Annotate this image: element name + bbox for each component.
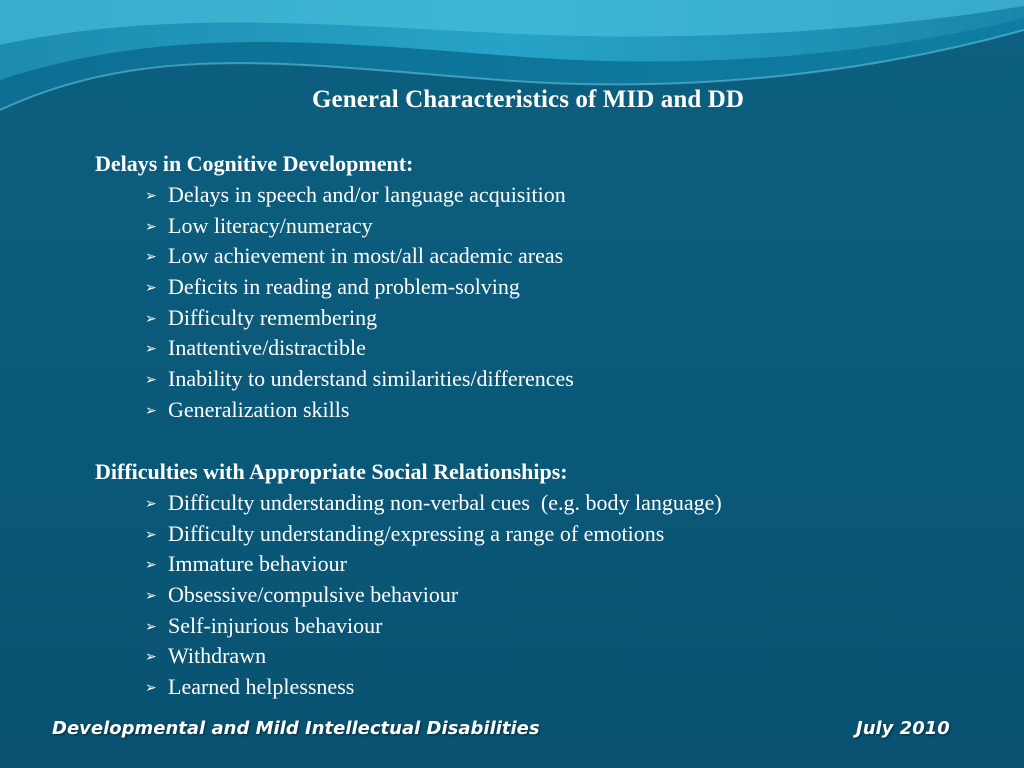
list-item: ➢ Self-injurious behaviour (145, 611, 722, 642)
list-item: ➢ Difficulty understanding non-verbal cues (e.g. body language) (145, 488, 722, 519)
list-item: ➢ Deficits in reading and problem-solving (145, 272, 574, 303)
arrowhead-bullet-icon: ➢ (145, 188, 157, 204)
list-item: ➢ Learned helplessness (145, 672, 722, 703)
list-item: ➢ Delays in speech and/or language acquisition (145, 180, 574, 211)
list-item: ➢ Withdrawn (145, 641, 722, 672)
bullet-list (95, 488, 722, 703)
arrowhead-bullet-icon: ➢ (145, 588, 157, 605)
arrowhead-bullet-icon: ➢ (145, 310, 157, 327)
arrowhead-bullet-icon: ➢ (145, 557, 157, 574)
section-heading: Delays in Cognitive Development: (95, 151, 414, 176)
list-item: ➢ Generalization skills (145, 395, 574, 426)
footer-course-title: Developmental and Mild Intellectual Disabilities (52, 718, 540, 739)
section-heading: Difficulties with Appropriate Social Relationships: (95, 459, 568, 484)
arrowhead-bullet-icon: ➢ (145, 618, 157, 635)
list-item: ➢ Difficulty understanding/expressing a range of emotions (145, 519, 722, 550)
section-social (95, 456, 722, 703)
list-item: ➢ Low literacy/numeracy (145, 211, 574, 242)
arrowhead-bullet-icon: ➢ (145, 496, 157, 512)
arrowhead-bullet-icon: ➢ (145, 341, 157, 358)
slide-title (32, 86, 1024, 114)
arrowhead-bullet-icon: ➢ (145, 649, 157, 666)
arrowhead-bullet-icon: ➢ (145, 526, 157, 543)
arrowhead-bullet-icon: ➢ (145, 280, 157, 297)
arrowhead-bullet-icon: ➢ (145, 249, 157, 266)
list-item: ➢ Inability to understand similarities/differences (145, 364, 574, 395)
bullet-list (95, 180, 574, 426)
list-item: ➢ Low achievement in most/all academic areas (145, 241, 574, 272)
slide-title-text: General Characteristics of MID and DD (311, 86, 745, 113)
section-cognitive (95, 148, 574, 426)
list-item: ➢ Difficulty remembering (145, 303, 574, 334)
arrowhead-bullet-icon: ➢ (145, 218, 157, 235)
list-item: ➢ Obsessive/compulsive behaviour (145, 580, 722, 611)
footer-date: July 2010 (856, 718, 950, 739)
arrowhead-bullet-icon: ➢ (145, 680, 157, 697)
list-item: ➢ Inattentive/distractible (145, 333, 574, 364)
list-item: ➢ Immature behaviour (145, 549, 722, 580)
arrowhead-bullet-icon: ➢ (145, 402, 157, 419)
arrowhead-bullet-icon: ➢ (145, 372, 157, 389)
